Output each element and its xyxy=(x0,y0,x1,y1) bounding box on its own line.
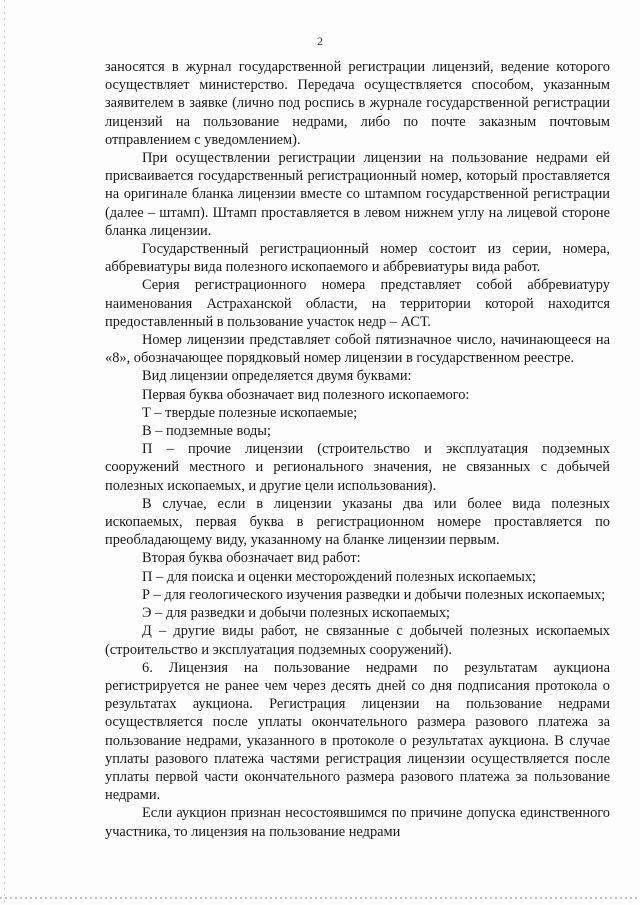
paragraph: Серия регистрационного номера представляет собой аббревиатуру наименования Астраханской области, на территории которой находится предоставленный в пользование участок недр – АСТ. xyxy=(105,277,610,330)
scan-edge-left xyxy=(4,0,5,905)
paragraph: 6. Лицензия на пользование недрами по результатам аукциона регистрируется не ранее чем через десять дней со дня подписания протокола о результатах аукциона. Регистрация лицензии на пользование недрами осуществляется после уплаты окончательного размера разового платежа за пользование недрами, указанного в протоколе о результатах аукциона. В случае уплаты разового платежа частями регистрация лицензии осуществляется после уплаты первой части окончательного размера разового платежа за пользование недрами. xyxy=(105,659,610,804)
list-item: Д – другие виды работ, не связанные с добычей полезных ископаемых (строительство и эксплуатация подземных сооружений). xyxy=(105,623,610,658)
list-item: Р – для геологического изучения разведки и добычи полезных ископаемых; xyxy=(142,586,606,603)
list-item: Э – для разведки и добычи полезных ископаемых; xyxy=(142,605,451,622)
list-item: П – для поиска и оценки месторождений полезных ископаемых; xyxy=(142,568,537,585)
list-item: П – прочие лицензии (строительство и эксплуатация подземных сооружений местного и регионального значения, не связанных с добычей полезных ископаемых, и другие цели использования). xyxy=(105,441,610,494)
paragraph: Вид лицензии определяется двумя буквами: xyxy=(142,368,412,385)
list-item: Т – твердые полезные ископаемые; xyxy=(142,404,358,421)
paragraph: Если аукцион признан несостоявшимся по причине допуска единственного участника, то лицензия на пользование недрами xyxy=(105,805,610,840)
paragraph: заносятся в журнал государственной регистрации лицензий, ведение которого осуществляет министерство. Передача осуществляется способом, указанным заявителем в заявке (лично под роспись в журнале государственной регистрации лицензий на пользование недрами, либо по почте заказным почтовым отправлением с уведомлением). xyxy=(105,59,610,148)
paragraph: Вторая буква обозначает вид работ: xyxy=(142,550,361,567)
paragraph: В случае, если в лицензии указаны два или более вида полезных ископаемых, первая буква в регистрационном номере проставляется по преобладающему виду, указанному на бланке лицензии первым. xyxy=(105,495,610,549)
scan-edge-bottom xyxy=(0,897,640,899)
list-item: В – подземные воды; xyxy=(142,423,271,440)
paragraph: Государственный регистрационный номер состоит из серии, номера, аббревиатуры вида полезного ископаемого и аббревиатуры вида работ. xyxy=(105,241,610,276)
paragraph: При осуществлении регистрации лицензии на пользование недрами ей присваивается государственный регистрационный номер, который проставляется на оригинале бланка лицензии вместе со штампом государственной регистрации (далее – штамп). Штамп проставляется в левом нижнем углу на лицевой стороне бланка лицензии. xyxy=(105,150,610,239)
paragraph: Номер лицензии представляет собой пятизначное число, начинающееся на «8», обозначающее порядковый номер лицензии в государственном реестре. xyxy=(105,332,610,367)
body-text xyxy=(105,58,610,841)
paragraph: Первая буква обозначает вид полезного ископаемого: xyxy=(142,386,470,403)
page-number: 2 xyxy=(317,34,323,48)
